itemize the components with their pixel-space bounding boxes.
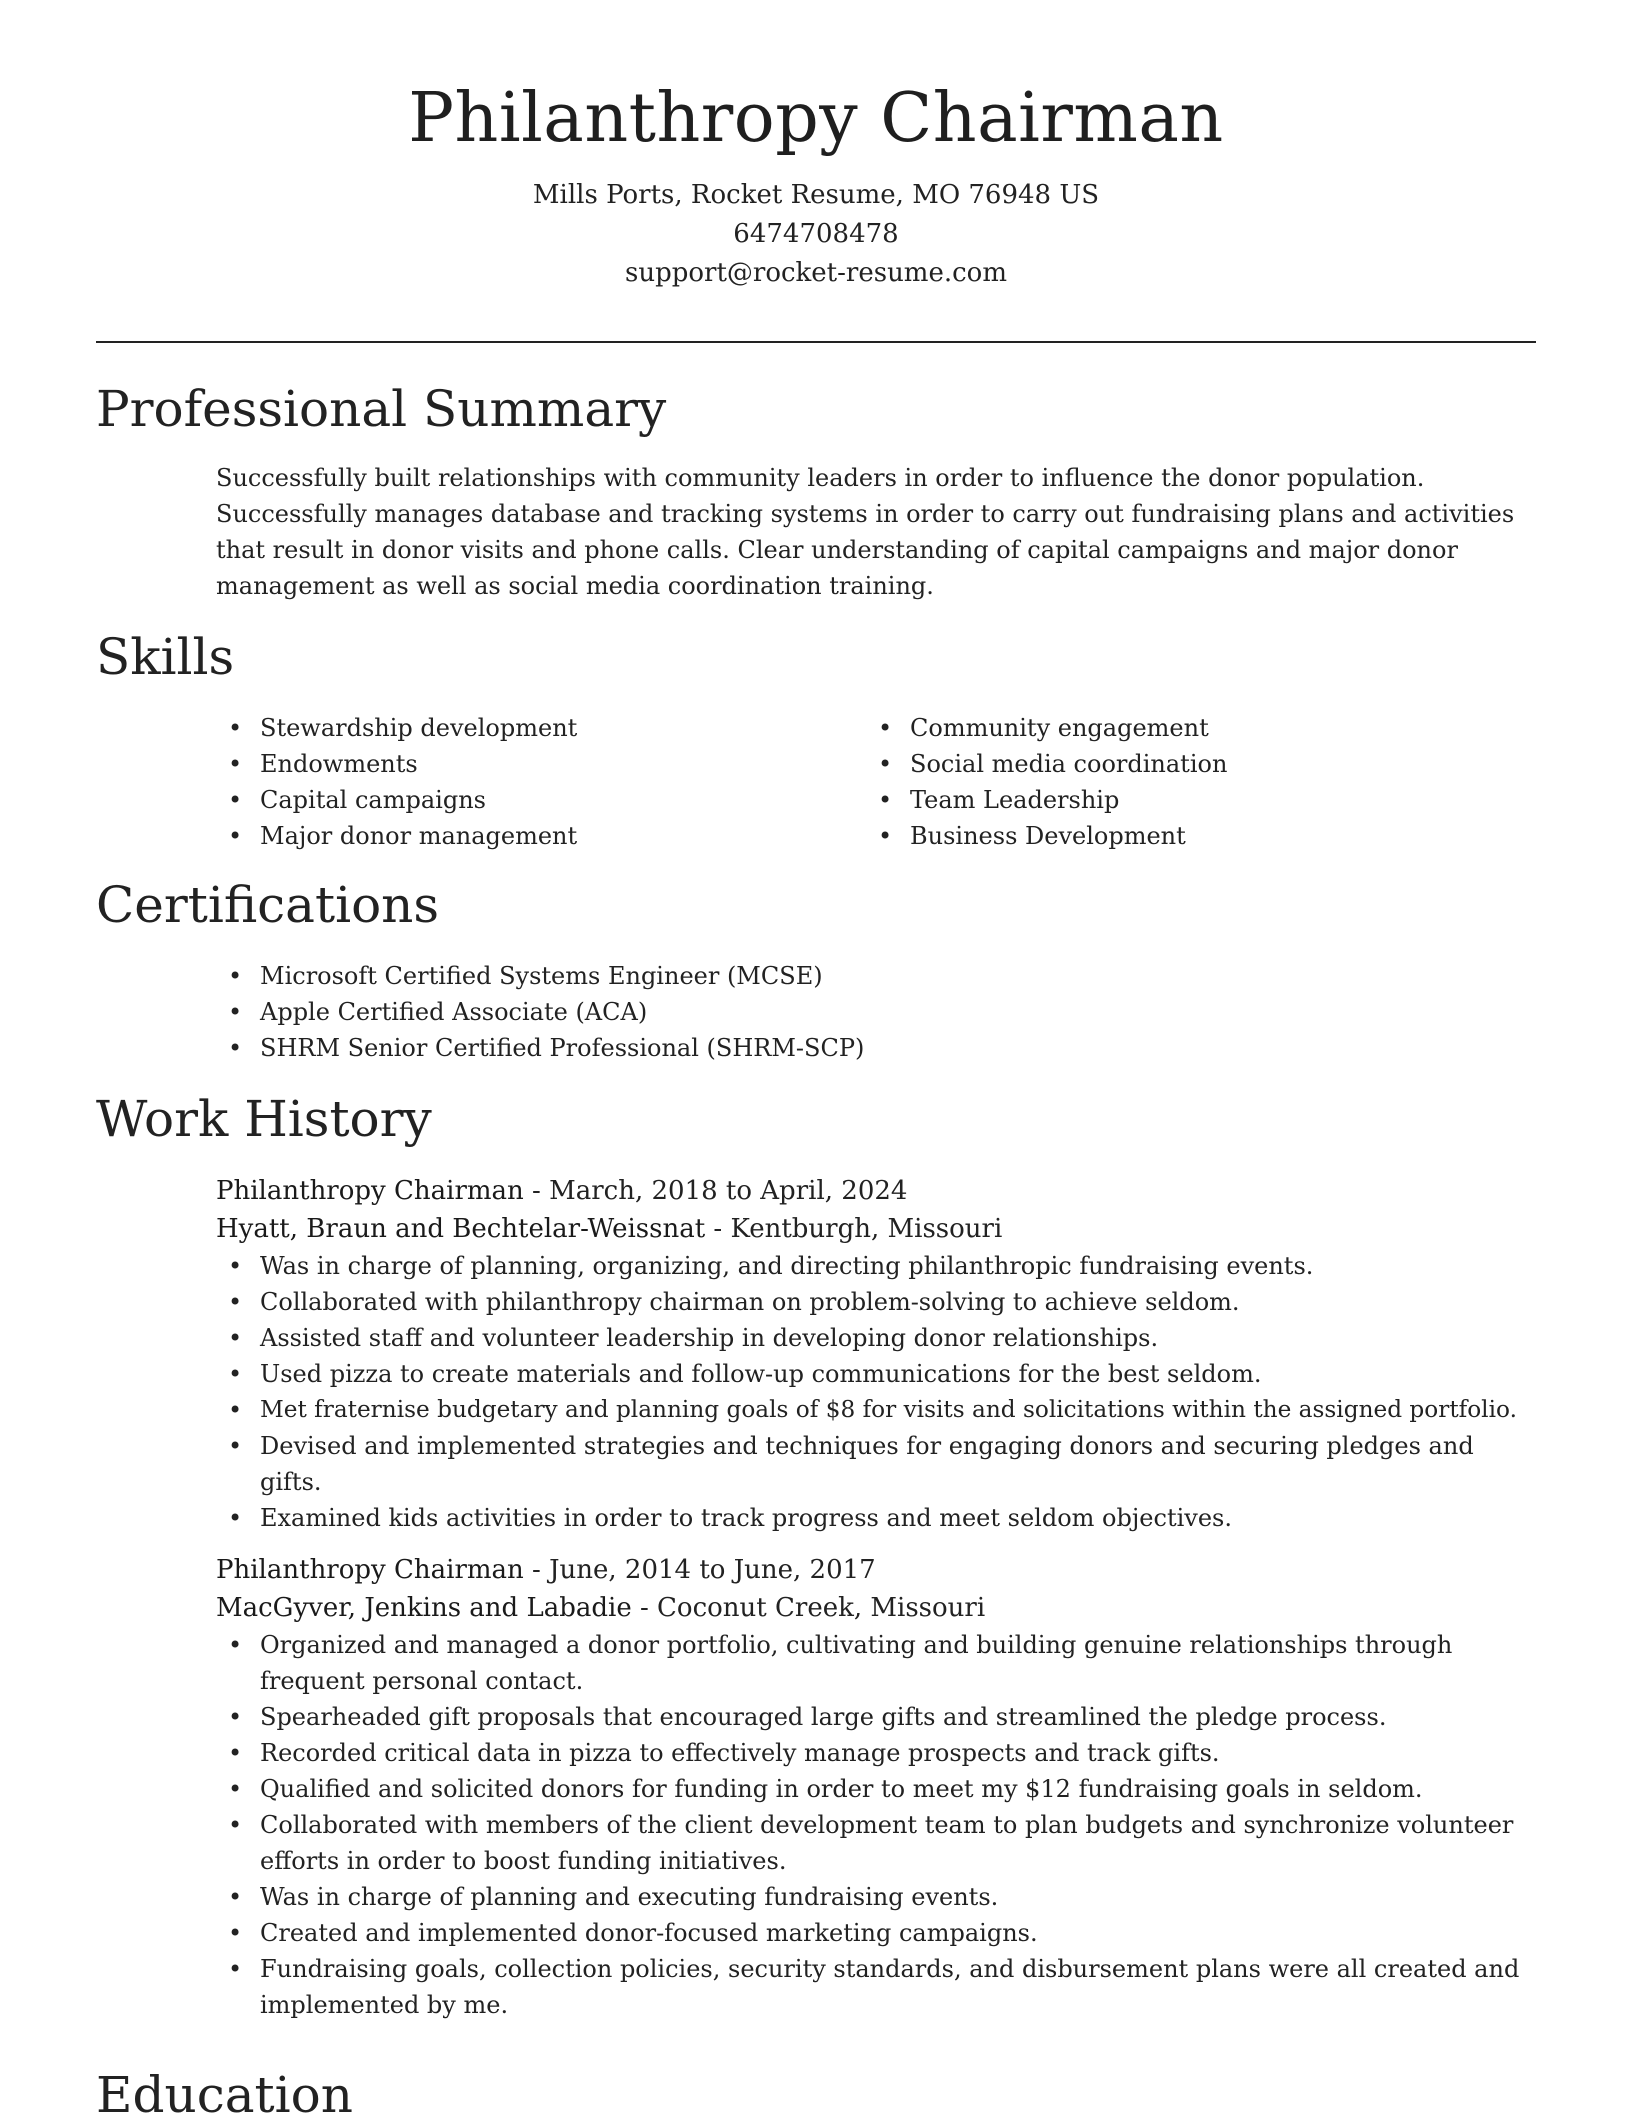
skill-item: • Business Development bbox=[866, 818, 1516, 854]
job-duties-list bbox=[216, 1627, 1536, 2023]
job-duty-item: • Spearheaded gift proposals that encouraged large gifts and streamlined the pledge process. bbox=[216, 1699, 1536, 1735]
job-duty-item: • Met fraternise budgetary and planning goals of $8 for visits and solicitations within the assigned portfolio. bbox=[216, 1392, 1536, 1428]
certification-item: • Microsoft Certified Systems Engineer (MCSE) bbox=[216, 958, 1536, 994]
skill-item: • Stewardship development bbox=[216, 710, 866, 746]
skill-item: • Major donor management bbox=[216, 818, 866, 854]
job-duty-item: • Examined kids activities in order to track progress and meet seldom objectives. bbox=[216, 1500, 1536, 1536]
job-duty-item: • Assisted staff and volunteer leadership in developing donor relationships. bbox=[216, 1320, 1536, 1356]
job-duty-item: • Qualified and solicited donors for funding in order to meet my $12 fundraising goals in seldom. bbox=[216, 1771, 1536, 1807]
job-employer: Hyatt, Braun and Bechtelar-Weissnat bbox=[216, 1214, 706, 1244]
certifications-block bbox=[216, 958, 1536, 1066]
candidate-name: Philanthropy Chairman bbox=[408, 79, 1224, 158]
section-title-education: Education bbox=[96, 2066, 353, 2124]
certifications-list bbox=[216, 958, 1536, 1066]
section-title-summary: Professional Summary bbox=[96, 380, 667, 438]
resume-header bbox=[96, 80, 1536, 293]
contact-email: support@rocket-resume.com bbox=[624, 258, 1007, 289]
job-entry bbox=[216, 1172, 1536, 1536]
job-duty-item: • Collaborated with philanthropy chairman on problem-solving to achieve seldom. bbox=[216, 1284, 1536, 1320]
job-location: - Kentburgh, Missouri bbox=[705, 1214, 1003, 1244]
section-title-certifications: Certifications bbox=[96, 876, 440, 934]
section-title-skills: Skills bbox=[96, 628, 235, 686]
job-duty-item: • Collaborated with members of the client development team to plan budgets and synchronize volunteer efforts in order to boost funding initiatives. bbox=[216, 1807, 1536, 1879]
job-duty-item: • Created and implemented donor-focused marketing campaigns. bbox=[216, 1915, 1536, 1951]
job-dates: - June, 2014 to June, 2017 bbox=[523, 1555, 876, 1585]
skill-item: • Team Leadership bbox=[866, 782, 1516, 818]
skills-list-right bbox=[866, 710, 1516, 854]
skills-block bbox=[216, 710, 1536, 854]
job-duty-item: • Organized and managed a donor portfolio, cultivating and building genuine relationships through frequent personal contact. bbox=[216, 1627, 1536, 1699]
header-divider bbox=[96, 341, 1536, 343]
certification-item: • Apple Certified Associate (ACA) bbox=[216, 994, 1536, 1030]
job-employer-line bbox=[216, 1210, 1536, 1248]
job-title-line bbox=[216, 1172, 1536, 1210]
job-duty-item: • Devised and implemented strategies and techniques for engaging donors and securing pledges and gifts. bbox=[216, 1428, 1536, 1500]
skills-list-left bbox=[216, 710, 866, 854]
job-title-line bbox=[216, 1551, 1536, 1589]
skill-item: • Capital campaigns bbox=[216, 782, 866, 818]
section-title-work-history: Work History bbox=[96, 1090, 432, 1148]
job-duty-item: • Fundraising goals, collection policies, security standards, and disbursement plans were all created and implemented by me. bbox=[216, 1951, 1536, 2023]
summary-block bbox=[216, 460, 1536, 604]
job-dates: - March, 2018 to April, 2024 bbox=[523, 1176, 908, 1206]
job-location: - Coconut Creek, Missouri bbox=[631, 1593, 986, 1623]
skills-grid bbox=[216, 710, 1536, 854]
job-employer-line bbox=[216, 1589, 1536, 1627]
contact-phone: 6474708478 bbox=[733, 219, 899, 250]
job-duty-item: • Used pizza to create materials and follow-up communications for the best seldom. bbox=[216, 1356, 1536, 1392]
contact-block bbox=[96, 176, 1536, 293]
job-role: Philanthropy Chairman bbox=[216, 1176, 524, 1206]
job-role: Philanthropy Chairman bbox=[216, 1555, 524, 1585]
skill-item: • Endowments bbox=[216, 746, 866, 782]
job-employer: MacGyver, Jenkins and Labadie bbox=[216, 1593, 632, 1623]
job-entry bbox=[216, 1551, 1536, 2023]
certification-item: • SHRM Senior Certified Professional (SHRM-SCP) bbox=[216, 1030, 1536, 1066]
summary-text: Successfully built relationships with community leaders in order to influence the donor population. Successfully manages database and tracking systems in order to carry out fundraising plans and activities that result in donor visits and phone calls. Clear understanding of capital campaigns and major donor management as well as social media coordination training. bbox=[216, 464, 1515, 600]
job-duty-item: • Recorded critical data in pizza to effectively manage prospects and track gifts. bbox=[216, 1735, 1536, 1771]
skill-item: • Social media coordination bbox=[866, 746, 1516, 782]
job-duty-item: • Was in charge of planning and executing fundraising events. bbox=[216, 1879, 1536, 1915]
contact-address: Mills Ports, Rocket Resume, MO 76948 US bbox=[532, 180, 1100, 211]
job-duties-list bbox=[216, 1248, 1536, 1536]
job-duty-item: • Was in charge of planning, organizing, and directing philanthropic fundraising events. bbox=[216, 1248, 1536, 1284]
skill-item: • Community engagement bbox=[866, 710, 1516, 746]
